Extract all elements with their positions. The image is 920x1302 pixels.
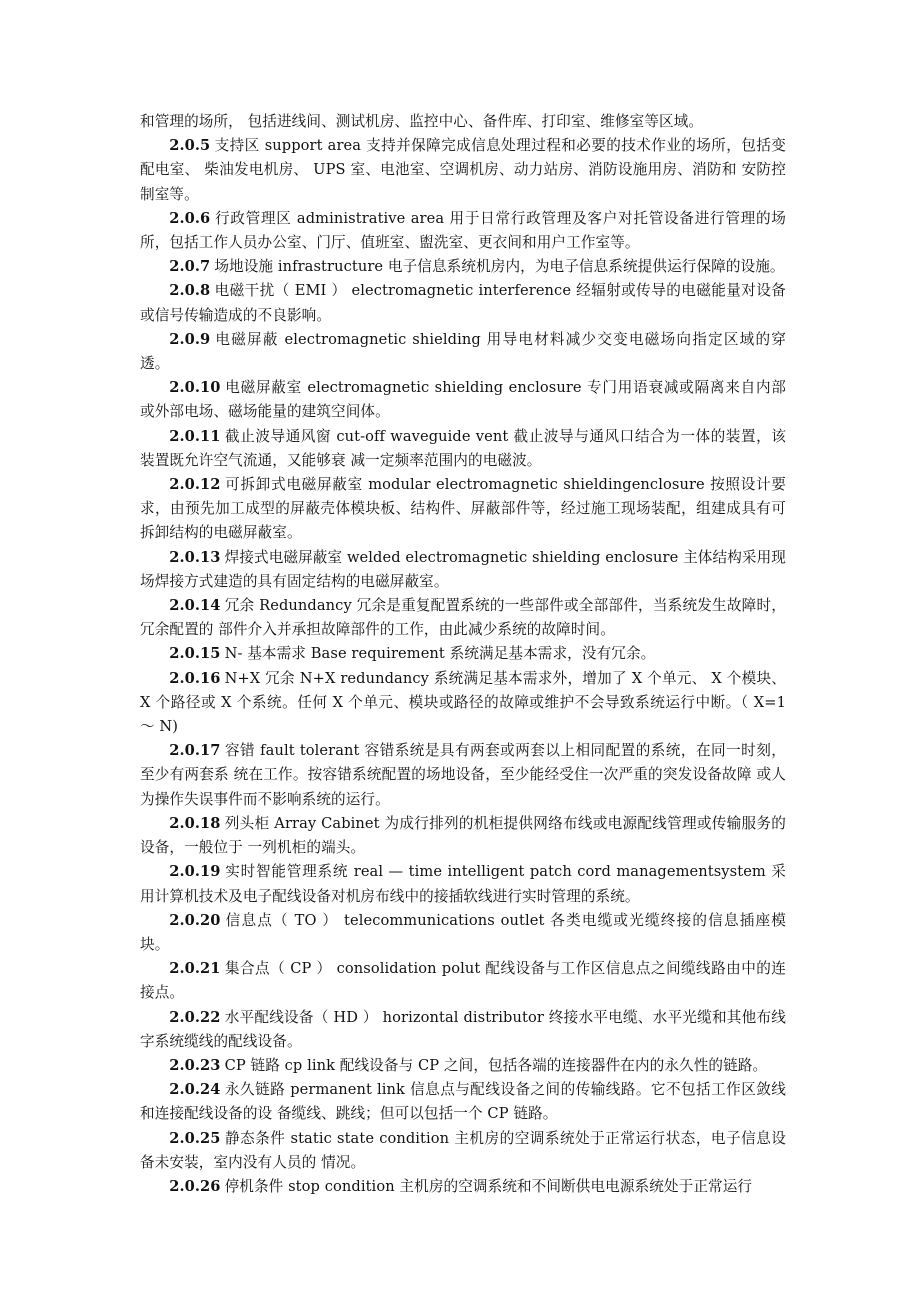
paragraph-2-0-26 <box>140 1175 786 1199</box>
clause-number: 2.0.19 <box>169 863 221 881</box>
clause-number: 2.0.24 <box>169 1081 221 1099</box>
paragraph-2-0-6 <box>140 207 786 255</box>
paragraph-2-0-25 <box>140 1127 786 1175</box>
clause-number: 2.0.14 <box>169 597 221 615</box>
paragraph-text: 集合点（ CP ） consolidation polut 配线设备与工作区信息点之间缆线路由中的连接点。 <box>140 960 786 1002</box>
paragraph-text: 电磁屏蔽 electromagnetic shielding 用导电材料减少交变电磁场向指定区域的穿透。 <box>140 330 786 373</box>
paragraph-2-0-12 <box>140 473 786 546</box>
clause-number: 2.0.26 <box>169 1177 221 1195</box>
clause-number: 2.0.23 <box>169 1056 221 1074</box>
paragraph-2-0-18 <box>140 812 786 860</box>
clause-number: 2.0.16 <box>169 669 221 687</box>
paragraph-text: 永久链路 permanent link 信息点与配线设备之间的传输线路。它不包括工作区敛线和连接配线设备的设 备缆线、跳线；但可以包括一个 CP 链路。 <box>140 1081 786 1123</box>
paragraph-2-0-21 <box>140 957 786 1005</box>
paragraph-2-0-7 <box>140 255 786 279</box>
clause-number: 2.0.8 <box>169 282 211 300</box>
clause-number: 2.0.21 <box>169 960 221 978</box>
paragraph-text: 容错 fault tolerant 容错系统是具有两套或两套以上相同配置的系统，在同一时刻，至少有两套系 统在工作。按容错系统配置的场地设备，至少能经受住一次严重的突发设备故障 或人为操作失误事件而不影响系统的运行。 <box>140 742 786 808</box>
paragraph-2-0-23 <box>140 1054 786 1078</box>
paragraph-text: 水平配线设备（ HD ） horizontal distributor 终接水平电缆、水平光缆和其他布线字系统缆线的配线设备。 <box>140 1008 786 1050</box>
paragraph-2-0-8 <box>140 279 786 327</box>
clause-number: 2.0.11 <box>169 427 221 445</box>
paragraph-text: 列头柜 Array Cabinet 为成行排列的机柜提供网络布线或电源配线管理或传输服务的设备，一般位于 一列机柜的端头。 <box>140 814 786 857</box>
paragraph-text: 支持区 support area 支持并保障完成信息处理过程和必要的技术作业的场所，包括变配电室、 柴油发电机房、 UPS 室、电池室、空调机房、动力站房、消防设施用房、消防和 安防控制室等。 <box>140 137 786 203</box>
paragraph-text: 停机条件 stop condition 主机房的空调系统和不间断供电电源系统处于正常运行 <box>224 1177 753 1195</box>
paragraph-text: 截止波导通风窗 cut-off waveguide vent 截止波导与通风口结合为一体的装置，该装置既允许空气流通，又能够衰 减一定频率范围内的电磁波。 <box>140 427 786 469</box>
clause-number: 2.0.25 <box>169 1129 221 1147</box>
paragraph-text: 静态条件 static state condition 主机房的空调系统处于正常运行状态，电子信息设备未安装，室内没有人员的 情况。 <box>140 1129 786 1171</box>
paragraph-2-0-5 <box>140 134 786 207</box>
clause-number: 2.0.22 <box>169 1008 221 1026</box>
paragraph-2-0-10 <box>140 376 786 424</box>
clause-number: 2.0.9 <box>169 330 211 348</box>
paragraph-2-0-11 <box>140 425 786 473</box>
clause-number: 2.0.13 <box>169 548 221 566</box>
paragraph-text: 冗余 Redundancy 冗余是重复配置系统的一些部件或全部部件，当系统发生故障时，冗余配置的 部件介入并承担故障部件的工作，由此减少系统的故障时间。 <box>140 597 786 639</box>
paragraph-2-0-17 <box>140 739 786 812</box>
clause-number: 2.0.20 <box>169 911 221 929</box>
clause-number: 2.0.12 <box>169 476 221 494</box>
clause-number: 2.0.7 <box>169 258 211 276</box>
clause-number: 2.0.18 <box>169 814 221 832</box>
paragraph-2-0-9 <box>140 328 786 376</box>
paragraph-text: CP 链路 cp link 配线设备与 CP 之间，包括各端的连接器件在内的永久性的链路。 <box>224 1056 768 1074</box>
clause-number: 2.0.15 <box>169 645 221 663</box>
paragraph-text: 可拆卸式电磁屏蔽室 modular electromagnetic shieldingenclosure 按照设计要求，由预先加工成型的屏蔽壳体模块板、结构件、屏蔽部件等，经过施工现场装配，组建成具有可拆卸结构的电磁屏蔽室。 <box>140 476 786 542</box>
paragraph-text: 场地设施 infrastructure 电子信息系统机房内，为电子信息系统提供运行保障的设施。 <box>214 258 785 276</box>
paragraph-2-0-14 <box>140 594 786 642</box>
clause-number: 2.0.17 <box>169 742 221 760</box>
paragraph-text: 电磁屏蔽室 electromagnetic shielding enclosure 专门用语衰减或隔离来自内部或外部电场、磁场能量的建筑空间体。 <box>140 379 786 421</box>
paragraph-text: 实时智能管理系统 real — time intelligent patch cord managementsystem 采用计算机技术及电子配线设备对机房布线中的接插软线进行实时管理的系统。 <box>140 863 786 905</box>
paragraph-2-0-16 <box>140 667 786 740</box>
paragraph-text: 信息点（ TO ） telecommunications outlet 各类电缆或光缆终接的信息插座模块。 <box>140 911 786 953</box>
clause-number: 2.0.6 <box>169 209 211 227</box>
paragraph-text: N- 基本需求 Base requirement 系统满足基本需求，没有冗余。 <box>224 645 656 663</box>
paragraph-text: 焊接式电磁屏蔽室 welded electromagnetic shielding enclosure 主体结构采用现场焊接方式建造的具有固定结构的电磁屏蔽室。 <box>140 548 786 590</box>
paragraph-2-0-22 <box>140 1006 786 1054</box>
paragraph-2-0-13 <box>140 546 786 594</box>
paragraph-2-0-19 <box>140 860 786 908</box>
clause-number: 2.0.10 <box>169 379 221 397</box>
paragraph-2-0-15 <box>140 642 786 666</box>
paragraph-text: 电磁干扰（ EMI ） electromagnetic interference 经辐射或传导的电磁能量对设备或信号传输造成的不良影响。 <box>140 282 786 324</box>
paragraph-continued <box>140 110 786 134</box>
paragraph-text: 行政管理区 administrative area 用于日常行政管理及客户对托管设备进行管理的场所，包括工作人员办公室、门厅、值班室、盥洗室、更衣间和用户工作室等。 <box>140 209 786 252</box>
paragraph-text: 和管理的场所， 包括进线间、测试机房、监控中心、备件库、打印室、维修室等区域。 <box>140 113 704 130</box>
paragraph-2-0-24 <box>140 1078 786 1126</box>
clause-number: 2.0.5 <box>169 137 211 155</box>
paragraph-2-0-20 <box>140 909 786 957</box>
text-body <box>140 110 786 1199</box>
paragraph-text: N+X 冗余 N+X redundancy 系统满足基本需求外，增加了 X 个单元、 X 个模块、 X 个路径或 X 个系统。任何 X 个单元、模块或路径的故障或维护不会导致系统运行中断。（ X=1 ～ N) <box>140 669 786 736</box>
